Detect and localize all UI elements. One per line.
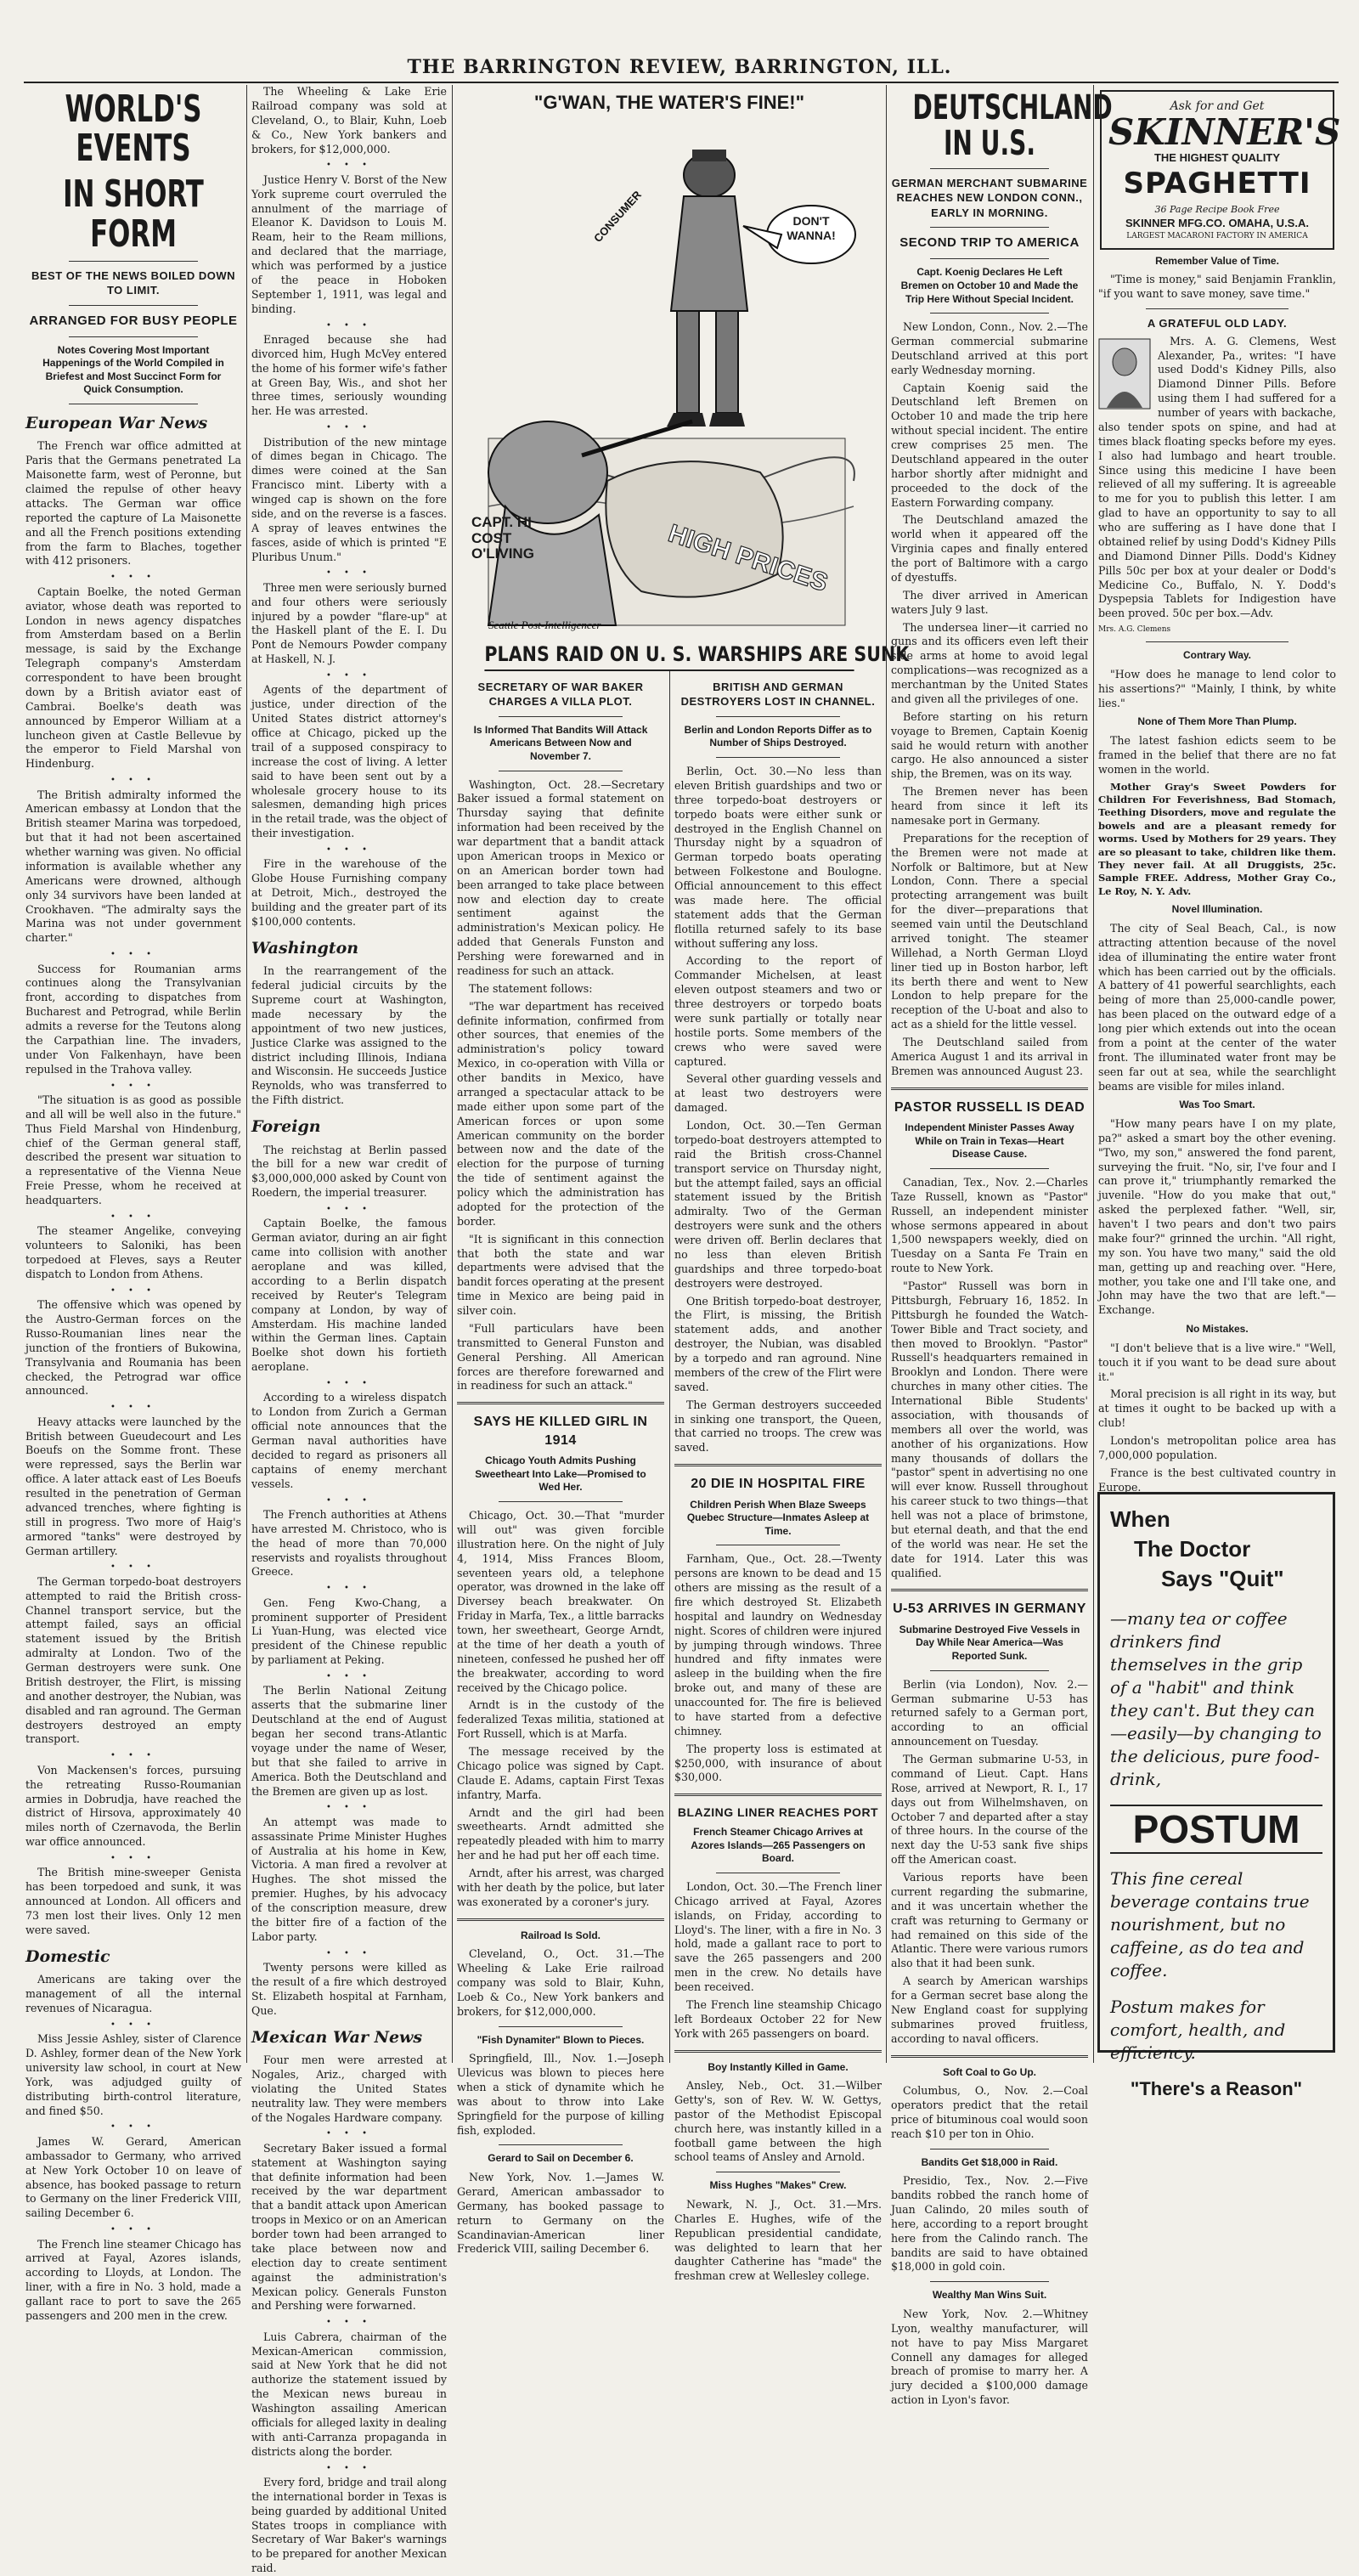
article-paragraph: The steamer Angelike, conveying volunteers to Saloniki, has been torpedoed at Fleves, says a Reuter dispatch to London from Athens. [25, 1224, 241, 1280]
article-headline: U-53 ARRIVES IN GERMANY [893, 1602, 1086, 1617]
article-paragraph: Arndt, after his arrest, was charged with her death by the police, but later was exonerated by a coroner's jury. [457, 1867, 664, 1908]
divider [499, 1501, 623, 1502]
separator: • • • [325, 161, 373, 171]
article-paragraph: "How many pears have I on my plate, pa?" asked a smart boy the other evening. "Two, my son," answered the fond parent, surveying the fruit. "No, sir, I've four and I can prove it," triumphantly remarked the juvenile. "How do you make that out," asked the perplexed father. "Well, sir, haven't I two pears and don't two pairs make four?" grinned the urchin. "All right, my son. You have two many," said the old man, getting up and reaching over. "Here, mother, you take one and I'll take one, and John may have the two that are left."—Exchange. [1098, 1116, 1336, 1317]
headline-short-form: IN SHORT FORM [63, 172, 204, 256]
article-paragraph: Justice Henry V. Borst of the New York supreme court overruled the annulment of the marriage of Eleanor K. Davidson to Louis M. Ream, heir to the Ream millions, and declared that the marriage, which was performed by a justice of the peace in Hoboken September 1, 1911, was legal and binding. [251, 172, 447, 315]
deck: ARRANGED FOR BUSY PEOPLE [29, 313, 238, 328]
article-paragraph: Arndt is in the custody of the federalized Texas militia, stationed at Fort Russell, which is at Marfa. [457, 1698, 664, 1741]
separator: • • • [110, 1081, 157, 1091]
column-rule [246, 85, 247, 2063]
article-paragraph: Newark, N. J., Oct. 31.—Mrs. Charles E. Hughes, wife of the Republican presidential candidate, was delighted to learn that her daughter Catherine has "made" the freshman crew at Wellesley college. [674, 2197, 882, 2283]
article-paragraph: A search by American warships for a German secret base along the New England coast for supplying submarines proved fruitless, according to naval officers. [891, 1974, 1088, 2045]
article-headline: PASTOR RUSSELL IS DEAD [894, 1099, 1086, 1115]
divider [891, 1087, 1088, 1090]
article-paragraph: The German destroyers succeeded in sinking one transport, the Queen, that carried no troops. The crew was saved. [674, 1398, 882, 1455]
deck: Submarine Destroyed Five Vessels in Day While Near America—Was Reported Sunk. [899, 1623, 1080, 1663]
separator: • • • [110, 1212, 157, 1222]
article-paragraph: Before starting on his return voyage to Bremen, Captain Koenig said he would return with another cargo. He also announced a sister ship, the Bremen, was on its way. [891, 709, 1088, 781]
headline-deutschland: DEUTSCHLAND IN U.S. [912, 88, 1113, 163]
article-paragraph: The undersea liner—it carried no guns and its officers even left their side arms at home to avoid legal complications—was recognized as a merchantman by the United States and given all the privileges of one. [891, 620, 1088, 705]
divider [930, 2281, 1048, 2282]
article-paragraph: James W. Gerard, American ambassador to Germany, who arrived at New York October 10 on leave of absence, has booked passage to return to Germany on the liner Frederick VIII, sailing December 6. [25, 2134, 241, 2220]
separator: • • • [325, 1205, 373, 1214]
article-paragraph: Columbus, O., Nov. 2.—Coal operators predict that the retail price of bituminous coal would soon reach $10 per ton in Ohio. [891, 2084, 1088, 2140]
article-paragraph: The property loss is estimated at $250,000, with insurance of about $30,000. [674, 1742, 882, 1784]
article-paragraph: Miss Jessie Ashley, sister of Clarence D. Ashley, former dean of the New York university law school, in court at New York, was adjudged guilty of distributing birth-control literature, and fined $50. [25, 2032, 241, 2117]
article-paragraph: "The war department has received definite information, confirmed from other sources, that enemies of the administration's policy toward Mexico, in co-operation with Villa or other bandits in Mexico, have arranged a spectacular attack to be made either upon some part of the American forces or upon some American community on the border between now and the date of the election for the purpose of turning the tide of sentiment against the policy which the administration has adopted for the protection of the border. [457, 999, 664, 1228]
brief-headline: Wealthy Man Wins Suit. [932, 2289, 1047, 2302]
divider [930, 227, 1048, 228]
separator: • • • [110, 950, 157, 960]
article-paragraph: Agents of the department of justice, under direction of the United States district attorney's office at Chicago, picked up the trail of a supposed conspiracy to increase the cost of living. A letter said to have been sent out by a wholesale grocery house to its salesmen, demanding high prices in the retail trade, was the object of their investigation. [251, 683, 447, 840]
skinners-spaghetti-ad [1100, 90, 1341, 250]
brief-headline: Railroad Is Sold. [520, 1929, 601, 1941]
separator: • • • [110, 2225, 157, 2235]
article-paragraph: "The situation is as good as possible and all will be well also in the future." Thus Field Marshal von Hindenburg, chief of the German general staff, described the present war situation to a representative of the Vienna Neue Freie Presse, whom he received at headquarters. [25, 1093, 241, 1207]
banner-headline: PLANS RAID ON U. S. WARSHIPS ARE SUNK [484, 642, 854, 671]
deck: Is Informed That Bandits Will Attack Americans Between Now and November 7. [473, 723, 648, 762]
article-headline: 20 DIE IN HOSPITAL FIRE [691, 1477, 866, 1492]
article-paragraph: The French line steamship Chicago left Bordeaux October 22 for New York with 265 passengers on board. [674, 1997, 882, 2040]
postum-body: —many tea or coffee drinkers find themselves in the grip of a "habit" and think they can't. But they can—easily—by changing to the delicious, pure food-drink, [1110, 1608, 1322, 1790]
separator: • • • [110, 573, 157, 583]
article-paragraph: Distribution of the new mintage of dimes began in Chicago. The dimes were coined at the San Francisco mint. Liberty with a winged cap is shown on the fore side, and on the reverse is a fasces. A spray of leaves entwines the fasces, aside of which is printed "E Pluribus Unum." [251, 435, 447, 563]
article-paragraph: The reichstag at Berlin passed the bill for a new war credit of $3,000,000,000 asked by Count von Roedern, the imperial treasurer. [251, 1143, 447, 1200]
article-paragraph: Luis Cabrera, chairman of the Mexican-American commission, said at New York that he did not authorize the statement issued by the Mexican news bureau in Washington assailing American officials for alleged laxity in dealing with anti-Carranza propaganda in districts along the border. [251, 2330, 447, 2458]
article-paragraph: New London, Conn., Nov. 2.—The German commercial submarine Deutschland arrived at this port early Wednesday morning. [891, 320, 1088, 376]
article-paragraph: Captain Boelke, the noted German aviator, whose death was reported to London in news agency dispatches from Amsterdam based on a Berlin message, is said by the Exchange Telegraph company's Amsterdam correspondent to have been brought down by a British aviator east of Cambrai. Boelke's death was announced by Emperor William at a luncheon given at Castle Bellevue by the emperor to Field Marshal von Hindenburg. [25, 585, 241, 771]
article-paragraph: The Berlin National Zeitung asserts that the submarine liner Deutschland at the end of August began her second trans-Atlantic voyage under the name of Weser, but that she failed to arrive in America. Both the Deutschland and the Bremen are given up as lost. [251, 1684, 447, 1798]
brief-headline: Gerard to Sail on December 6. [488, 2152, 634, 2165]
editorial-cartoon [454, 85, 884, 637]
portrait-caption: Mrs. A.G. Clemens [1098, 625, 1171, 635]
article-paragraph: Americans are taking over the management of all the internal revenues of Nicaragua. [25, 1973, 241, 2014]
separator: • • • [325, 2463, 373, 2473]
divider [891, 2055, 1088, 2058]
separator: • • • [325, 423, 373, 433]
separator: • • • [110, 2122, 157, 2133]
article-paragraph: The German torpedo-boat destroyers attempted to raid the British cross-Channel transport service, but the attempt failed, says an official statement issued by the British admiralty at London. Two of the German destroyers were sunk. One British destroyer, the Flirt, is missing and another destroyer, the Nubian, was disabled and ran aground. The German destroyers destroyed an empty transport. [25, 1574, 241, 1746]
separator: • • • [325, 671, 373, 681]
article-paragraph: London, Oct. 30.—The French liner Chicago arrived at Fayal, Azores islands, on Friday, according to Lloyd's. The liner, with a fire in No. 3 hold, made a gallant race to port to save the 265 passengers and 200 men in the crew. No details have been received. [674, 1879, 882, 1993]
article-paragraph: The Bremen never has been heard from since it left its namesake port in Germany. [891, 785, 1088, 827]
section-heading: Washington [251, 938, 359, 958]
article-paragraph: Success for Roumanian arms continues along the Transylvanian front, according to dispatches from Bucharest and Petrograd, while Berlin admits a reverse for the Teutons along the Carpathian line. The invaders, under Von Falkenhayn, have been repulsed in the Trahova valley. [25, 962, 241, 1076]
brief-headline: Boy Instantly Killed in Game. [708, 2060, 849, 2073]
article-paragraph: Berlin, Oct. 30.—No less than eleven British guardships and two or three torpedo-boat destroyers or torpedo boats were either sunk or destroyed in the English Channel on Thursday night by a squadron of German torpedo boats operating between Folkestone and Boulogne. Official announcement to this effect was made here. The official statement adds that the German flotilla returned safely to its base without suffering any loss. [674, 765, 882, 950]
separator: • • • [325, 1379, 373, 1389]
article-paragraph: Arndt and the girl had been sweethearts. Arndt admitted she repeatedly pleaded with him to marry her and he had put her off each time. [457, 1805, 664, 1862]
article-paragraph: London, Oct. 30.—Ten German torpedo-boat destroyers attempted to raid the British cross-Channel transport service on Thursday night, but the attempt failed, says an official statement issued by the British admiralty. Two of the German destroyers were sunk and the others were driven off. Berlin declares that no less than eleven British guardships and three torpedo-boat destroyers were destroyed. [674, 1119, 882, 1290]
masthead-rule [24, 82, 1339, 83]
postum-logo: POSTUM [1110, 1805, 1322, 1854]
section-heading: Mexican War News [251, 2027, 423, 2047]
article-paragraph: London's metropolitan police area has 7,000,000 population. [1098, 1434, 1336, 1461]
divider [499, 2144, 623, 2145]
speech-bubble: DON'T WANNA! [787, 214, 836, 242]
divider [930, 313, 1048, 314]
divider [69, 336, 198, 337]
column-1 [25, 85, 241, 2322]
deck: French Steamer Chicago Arrives at Azores Islands—265 Passengers on Board. [691, 1826, 866, 1865]
postum-headline: The Doctor [1134, 1536, 1251, 1562]
brief-headline: Was Too Smart. [1179, 1099, 1255, 1111]
article-paragraph: Mrs. A. G. Clemens, West Alexander, Pa., writes: "I have used Dodd's Kidney Pills, also Diamond Dinner Pills. Before using them I had suffered for a number of years with backache, also tender spots on spine, and had at times black floating specks before my eyes. I also had lumbago and heart trouble. Since using this medicine I have been relieved of all my suffering. It is agreeable to me for you to publish this letter. I am glad to have an opportunity to say to all who are suffering as I have done that I obtained relief by using Dodd's Kidney Pills and Diamond Dinner Pills. Dodd's Kidney Pills 50c per box at your dealer or Dodd's Medicine Co., Buffalo, N. Y. Dodd's Dyspepsia Tablets for Indigestion have been proved. 50c per box.—Adv. [1098, 334, 1336, 620]
article-paragraph: The latest fashion edicts seem to be framed in the belief that there are no fat women in the world. [1098, 734, 1336, 776]
article-paragraph: Preparations for the reception of the Bremen were not made at Norfolk or Baltimore, but at New London, Conn. There a special protecting arrangement was built for the diver—preparations that seemed vain until the Deutschland arrived tonight. The steamer Willehad, a North German Lloyd liner tied up in Boston harbor, left its berth there and went to New London to help prepare for the reception of the U-boat and also to act as a shield for the little vessel. [891, 831, 1088, 1031]
separator: • • • [325, 2129, 373, 2139]
postum-headline: Says "Quit" [1161, 1566, 1284, 1592]
article-paragraph: An attempt was made to assassinate Prime Minister Hughes of Australia at his home in Kew, Victoria. A man fired a revolver at Hughes. The shot missed the premier. Hughes, by his advocacy of the conscription measure, drew the bitter fire of a faction of the Labor party. [251, 1815, 447, 1943]
article-paragraph: Farnham, Que., Oct. 28.—Twenty persons are known to be dead and 15 others are missing as the result of a fire which destroyed St. Elizabeth hospital and laundry on Wednesday night. Scores of children were injured by jumping through windows. Three hundred and fifty inmates were asleep in the building when the fire broke out, and many of these are unaccounted for. The fire is believed to have started from a defective chimney. [674, 1552, 882, 1737]
column-6 [1098, 85, 1341, 1494]
article-paragraph: Four men were arrested at Nogales, Ariz., charged with violating the United States neutrality law. They were members of the Nogales Hardware company. [251, 2053, 447, 2124]
separator: • • • [325, 1584, 373, 1594]
article-paragraph: The offensive which was opened by the Austro-German forces on the Russo-Roumanian lines near the junction of the frontiers of Bukowina, Transylvania and Roumania has been checked, the Petrograd war office announced. [25, 1298, 241, 1398]
divider [930, 258, 1048, 259]
separator: • • • [110, 2020, 157, 2030]
deck: Capt. Koenig Declares He Left Bremen on October 10 and Made the Trip Here Without Special Incident. [900, 266, 1079, 305]
deck: Notes Covering Most Important Happenings of the World Compiled in Briefest and Most Succinct Form for Quick Consumption. [42, 343, 224, 396]
divider [457, 1402, 664, 1404]
article-paragraph: The Wheeling & Lake Erie Railroad company was sold at Cleveland, O., to Blair, Kuhn, Loeb & Co., New York bankers and brokers, for $12,000,000. [251, 85, 447, 155]
article-paragraph: According to a wireless dispatch to London from Zurich a German official note announces that the German naval authorities have decided to regard as prisoners all captains of enemy merchant vessels. [251, 1391, 447, 1490]
article-paragraph: Springfield, Ill., Nov. 1.—Joseph Ulevicus was blown to pieces here when a stick of dynamite which he was about to throw into Lake Springfield for the purpose of killing fish, exploded. [457, 2052, 664, 2137]
deck: SECOND TRIP TO AMERICA [899, 235, 1080, 251]
brief-headline: Miss Hughes "Makes" Crew. [709, 2179, 847, 2192]
article-paragraph: The French authorities at Athens have arrested M. Christoco, who is the head of more than 70,000 reservists and royalists throughout Greece. [251, 1507, 447, 1579]
article-paragraph: The statement follows: [469, 981, 593, 995]
article-paragraph: Secretary Baker issued a formal statement at Washington saying that definite information had been received by the war department that a bandit attack upon American troops in Mexico or on an American border town had been arranged to take place between now and election day to create sentiment against the administration's Mexican policy. Generals Funston and Pershing were forwarned. [251, 2141, 447, 2313]
separator: • • • [325, 568, 373, 579]
deck: Berlin and London Reports Differ as to Number of Ships Destroyed. [684, 723, 872, 749]
cartoon-illustration [454, 116, 884, 634]
article-paragraph: "How does he manage to lend color to his assertions?" "Mainly, I think, by white lies." [1098, 667, 1336, 709]
ad-tagline: Ask for and Get [1170, 99, 1265, 113]
separator: • • • [110, 1562, 157, 1573]
divider [716, 716, 840, 717]
brief-headline: Soft Coal to Go Up. [943, 2065, 1036, 2078]
postum-body: Postum makes for comfort, health, and efficiency. [1110, 1997, 1286, 2064]
section-heading: Foreign [251, 1117, 321, 1137]
separator: • • • [325, 1672, 373, 1682]
article-paragraph: Presidio, Tex., Nov. 2.—Five bandits robbed the ranch home of Juan Calindo, 20 miles south of here, according to a report brought here from the Calindo ranch. The bandits are said to have obtained $18,000 in gold coin. [891, 2174, 1088, 2274]
divider [891, 1589, 1088, 1591]
article-paragraph: "Time is money," said Benjamin Franklin, "if you want to save money, save time." [1098, 273, 1336, 301]
brief-headline: "Fish Dynamiter" Blown to Pieces. [476, 2033, 645, 2046]
article-paragraph: Heavy attacks were launched by the British between Gueudecourt and Les Boeufs on the Somme front. These were repressed, says the Berlin war office. A later attack east of Les Boeufs resulted in the penetration of German advanced trenches, where fighting is still in progress. Two more of Haig's armored "tanks" were destroyed by German artillery. [25, 1415, 241, 1557]
deck: Chicago Youth Admits Pushing Sweetheart Into Lake—Promised to Wed Her. [475, 1455, 646, 1494]
article-headline: A GRATEFUL OLD LADY. [1147, 317, 1288, 330]
article-paragraph: The German submarine U-53, in command of Lieut. Capt. Hans Rose, arrived at Newport, R. I., 17 days out from Wilhelmshaven, on October 7 and departed after a stay of three hours. In the course of the next day the U-53 sank five ships off the American coast. [891, 1753, 1088, 1867]
ad-quality: THE HIGHEST QUALITY [1153, 150, 1281, 164]
article-paragraph: "Pastor" Russell was born in Pittsburgh, February 16, 1852. In Pittsburgh he founded the Watch-Tower Bible and Tract society, and then moved to Brooklyn. "Pastor" Russell's headquarters remained in Brooklyn and London. There were churches in many other cities. The International Bible Students' association, with thousands of members all over the world, was another of his organizations. How many thousands of dollars the "pastor" spent in advertising no one will ever know. Russell throughout his career stuck to two things—that hell was not a place of brimstone, but eternal death, and that the end of the world was near. He set the date for 1914. Later this was qualified. [891, 1280, 1088, 1579]
deck: Independent Minister Passes Away While on Train in Texas—Heart Disease Cause. [905, 1121, 1074, 1161]
article-paragraph: Canadian, Tex., Nov. 2.—Charles Taze Russell, known as "Pastor" Russell, an independent minister whose sermons appeared in about 1,500 newspapers weekly, died on Tuesday on a Santa Fe Train en route to New York. [891, 1175, 1088, 1275]
deck: BEST OF THE NEWS BOILED DOWN TO LIMIT. [31, 268, 236, 297]
captain-label: CAPT. HI COST O'LIVING [471, 514, 534, 562]
divider [930, 1670, 1048, 1671]
article-paragraph: Berlin (via London), Nov. 2.—German submarine U-53 has returned safely to a German port, according to an official announcement on Tuesday. [891, 1677, 1088, 1748]
deck: SECRETARY OF WAR BAKER CHARGES A VILLA PLOT. [477, 681, 644, 709]
deck: GERMAN MERCHANT SUBMARINE REACHES NEW LONDON CONN., EARLY IN MORNING. [891, 177, 1088, 219]
article-paragraph: The French line steamer Chicago has arrived at Fayal, Azores islands, according to Lloyds, at London. The liner, with a fire in No. 3 hold, made a gallant race to port to save the 265 passengers and 200 men in the crew. [25, 2237, 241, 2322]
article-paragraph: According to the report of Commander Michelsen, at least eleven outpost steamers and two or three destroyers or torpedo boats were sunk partially or totally near hostile ports. Some members of the crews who were saved were captured. [674, 954, 882, 1068]
divider [457, 1918, 664, 1921]
section-heading: Domestic [25, 1946, 110, 1966]
article-paragraph: Fire in the warehouse of the Globe House Furnishing company at Detroit, Mich., destroyed the building and the greater part of its $100,000 contents. [251, 857, 447, 928]
divider [499, 716, 623, 717]
separator: • • • [110, 1751, 157, 1761]
article-paragraph: The diver arrived in American waters July 9 last. [891, 588, 1088, 616]
brief-headline: None of Them More Than Plump. [1137, 715, 1297, 728]
column-4 [674, 675, 882, 2283]
column-rule [452, 85, 453, 2063]
ad-book: 36 Page Recipe Book Free [1154, 203, 1280, 215]
article-paragraph: "It is significant in this connection that both the state and war departments were advised that the bandit forces operating at the present time in Mexico are being paid in silver coin. [457, 1232, 664, 1318]
divider [1146, 641, 1289, 642]
article-paragraph: Three men were seriously burned and four others were seriously injured by a powder "flare-up" at the Haskell plant of the E. I. Du Pont de Nemours Powder company at Haskell, N. J. [251, 580, 447, 666]
separator: • • • [325, 320, 373, 330]
masthead: THE BARRINGTON REVIEW, BARRINGTON, ILL. [407, 56, 952, 78]
article-paragraph: New York, Nov. 1.—James W. Gerard, American ambassador to Germany, has booked passage to return to Germany on the Scandinavian-American liner Frederick VIII, sailing December 6. [457, 2171, 664, 2256]
divider [716, 757, 840, 758]
article-paragraph: The French war office admitted at Paris that the Germans penetrated La Maisonette farm, west of Peronne, but claimed the repulse of other heavy attacks. The German war office reported the capture of La Maisonette and all the French positions extending from the farm to Blaches, together with 412 prisoners. [25, 439, 241, 568]
separator: • • • [325, 1803, 373, 1813]
article-paragraph: The British admiralty informed the American embassy at London that the British steamer Marina was torpedoed, but that it had not been ascertained whether warning was given. No official information is available whether any Americans were drowned, although only 34 survivors have been landed at Crookhaven. "The admiralty says the Marina was not under government charter." [25, 788, 241, 945]
postum-headline: When [1110, 1506, 1170, 1532]
article-paragraph: Gen. Feng Kwo-Chang, a prominent supporter of President Li Yuan-Hung, was elected vice president of the Chinese republic by parliament at Peking. [251, 1596, 447, 1667]
divider [674, 2050, 882, 2053]
separator: • • • [325, 1948, 373, 1958]
column-3 [457, 675, 664, 2256]
figure-label: CONSUMER [591, 188, 644, 246]
brief-headline: Contrary Way. [1182, 649, 1251, 662]
portrait-illustration [1098, 338, 1151, 410]
ad-brand: SKINNER'S [1108, 110, 1341, 153]
divider [674, 1464, 882, 1466]
article-paragraph: Moral precision is all right in its way, but at times it ought to be backed up with a club! [1098, 1387, 1336, 1430]
article-paragraph: "I don't believe that is a live wire." "Well, touch it if you want to be dead sure about it." [1098, 1341, 1336, 1383]
section-heading: European War News [25, 414, 208, 433]
article-headline: BLAZING LINER REACHES PORT [677, 1805, 879, 1820]
article-paragraph: New York, Nov. 2.—Whitney Lyon, wealthy manufacturer, will not have to pay Miss Margaret Connell any damages for alleged breach of promise to marry her. A jury decided a $100,000 damage action in Lyon's favor. [891, 2307, 1088, 2407]
article-paragraph: Enraged because she had divorced him, Hugh McVey entered the home of his former wife's father at Green Bay, Wis., and shot her three times, seriously wounding her. He was arrested. [251, 332, 447, 418]
ad-factory: LARGEST MACARONI FACTORY IN AMERICA [1126, 231, 1308, 240]
brief-headline: Novel Illumination. [1171, 903, 1263, 916]
brief-headline: Bandits Get $18,000 in Raid. [921, 2155, 1058, 2168]
separator: • • • [110, 1854, 157, 1863]
ad-company: SKINNER MFG.CO. OMAHA, U.S.A. [1125, 217, 1309, 230]
divider [1146, 308, 1289, 309]
deck: Children Perish When Blaze Sweeps Quebec Structure—Inmates Asleep at Time. [686, 1498, 870, 1537]
divider [674, 1794, 882, 1796]
separator: • • • [110, 1285, 157, 1296]
brief-headline: No Mistakes. [1186, 1323, 1249, 1336]
article-paragraph: One British torpedo-boat destroyer, the Flirt, is missing, the British statement adds, and another destroyer, the Nubian, was disabled by a torpedo and ran aground. Nine members of the crew of the Flirt were saved. [674, 1294, 882, 1393]
article-paragraph: The Deutschland amazed the world when it appeared off the Virginia capes and finally entered the port of Baltimore with a cargo of dyestuffs. [891, 513, 1088, 584]
article-paragraph: Ansley, Neb., Oct. 31.—Wilber Getty's, son of Rev. W. W. Gettys, pastor of the Methodist Episcopal church here, was instantly killed in a football game between the high school teams of Ansley and Arnold. [674, 2079, 882, 2164]
ad-product: SPAGHETTI [1123, 167, 1311, 201]
water-label: HIGH PRICES [664, 519, 832, 597]
postum-slogan: "There's a Reason" [1130, 2078, 1303, 2100]
article-paragraph: Various reports have been current regarding the submarine, and it was uncertain whether the craft was returning to Germany or had remained on this side of the Atlantic. There were various rumors also that it had been sunk. [891, 1871, 1088, 1970]
article-paragraph: In the rearrangement of the federal judicial circuits by the Supreme court at Washington, made necessary by the appointment of two new justices, Justice Clarke was assigned to the district including Illinois, Indiana and Wisconsin. He succeeds Justice Reynolds, who was transferred to the Fifth district. [251, 964, 447, 1107]
deck: BRITISH AND GERMAN DESTROYERS LOST IN CHANNEL. [680, 681, 876, 709]
article-paragraph: Von Mackensen's forces, pursuing the retreating Russo-Roumanian armies in Dobrudja, have reached the district of Hirsova, approximately 40 miles north of Czernavoda, the Berlin war office announced. [25, 1763, 241, 1849]
article-paragraph: Washington, Oct. 28.—Secretary Baker issued a formal statement on Thursday saying that definite information had been received by the war department that a bandit attack upon American troops in Mexico or on an American border town had been arranged to take place between now and election day to create sentiment against the administration's Mexican policy. He added that Generals Funston and Pershing were forewarned and in readiness for such an attack. [457, 777, 664, 977]
article-paragraph: Chicago, Oct. 30.—That "murder will out" was given forcible illustration here. On the night of July 4, 1914, Miss Frances Bloom, seventeen years old, a telephone operator, was drowned in the lake off Diversey beach breakwater. On Friday in Marfa, Tex., a little barracks town, her sweetheart, George Arndt, at the time of her death a youth of nineteen, confessed he pushed her off the breakwater, according to word received by the Chicago police. [457, 1509, 664, 1694]
separator: • • • [325, 2318, 373, 2328]
article-paragraph: The Deutschland sailed from America August 1 and its arrival in Bremen was announced August 23. [891, 1036, 1088, 1077]
postum-ad [1097, 1492, 1335, 2100]
article-paragraph: The city of Seal Beach, Cal., is now attracting attention because of the novel idea of illuminating the entire water front which has been carried out by the officials. A battery of 41 powerful searchlights, each being of more than 25,000-candle power, has been placed on the outward edge of a long pier which extends out into the ocean from a point at the center of the water front. The illuminated water front may be seen far out at sea, while the searchlight beams are visible for miles inland. [1098, 921, 1336, 1093]
article-headline: SAYS HE KILLED GIRL IN 1914 [473, 1415, 648, 1448]
divider [499, 2026, 623, 2027]
separator: • • • [325, 845, 373, 856]
divider [69, 261, 198, 262]
cartoon-title: "G'WAN, THE WATER'S FINE!" [533, 92, 805, 113]
separator: • • • [110, 776, 157, 786]
headline-worlds-events: WORLD'S EVENTS [65, 88, 202, 171]
article-paragraph: Every ford, bridge and trail along the international border in Texas is being guarded by additional United States troops in compliance with Secretary of War Baker's warnings to be prepared for another Mexican raid. [251, 2475, 447, 2575]
column-2 [251, 85, 447, 2575]
brief-headline: Remember Value of Time. [1155, 254, 1279, 267]
divider [930, 1168, 1048, 1169]
article-paragraph: France is the best cultivated country in Europe. [1098, 1466, 1336, 1494]
separator: • • • [110, 1403, 157, 1413]
article-paragraph: "Full particulars have been transmitted to General Funston and General Pershing. All American forces are therefore forewarned and in readiness for such an attack." [457, 1321, 664, 1393]
divider [930, 168, 1048, 169]
article-paragraph: Several other guarding vessels and at least two destroyers were damaged. [674, 1072, 882, 1115]
postum-body: This fine cereal beverage contains true nourishment, but no caffeine, as do tea and coffee. [1110, 1868, 1310, 1981]
article-paragraph: Twenty persons were killed as the result of a fire which destroyed St. Elizabeth hospital at Farnham, Que. [251, 1961, 447, 2017]
article-paragraph: Mother Gray's Sweet Powders for Children For Feverishness, Bad Stomach, Teething Disorders, move and regulate the bowels and are a pleasant remedy for worms. Used by Mothers for 29 years. They are so pleasant to take, children like them. They never fail. At all Druggists, 25c. Sample FREE. Address, Mother Gray Co., Le Roy, N. Y. Adv. [1098, 780, 1336, 897]
article-paragraph: Cleveland, O., Oct. 31.—The Wheeling & Lake Erie railroad company was sold to Blair, Kuhn, Loeb & Co., New York bankers and brokers, for $12,000,000. [457, 1947, 664, 2018]
column-rule [886, 85, 887, 2063]
column-5 [891, 85, 1113, 2407]
article-paragraph: The message received by the Chicago police was signed by Capt. Claude E. Adams, captain First Texas infantry, Marfa. [457, 1745, 664, 1801]
article-paragraph: Captain Koenig said the Deutschland left Bremen on October 10 and made the trip here without special incident. The entire crew comprises 25 men. The Deutschland appeared in the outer harbor shortly after midnight and proceeded to the dock of the Eastern Forwarding company. [891, 381, 1088, 509]
column-rule [1093, 85, 1094, 2063]
separator: • • • [325, 1495, 373, 1505]
column-rule [669, 671, 670, 2063]
cartoon-credit: Seattle Post-Intelligencer [488, 619, 601, 631]
article-paragraph: The British mine-sweeper Genista has been torpedoed and sunk, it was announced at London. All officers and 73 men lost their lives. Only 12 men were saved. [25, 1866, 241, 1936]
divider [69, 305, 198, 306]
article-paragraph: Captain Boelke, the famous German aviator, during an air fight came into collision with another aeroplane and was killed, according to a Berlin dispatch received by Reuter's Telegram company at London, by way of Amsterdam. His machine landed within the German lines. Captain Boelke shot down his fortieth aeroplane. [251, 1217, 447, 1374]
